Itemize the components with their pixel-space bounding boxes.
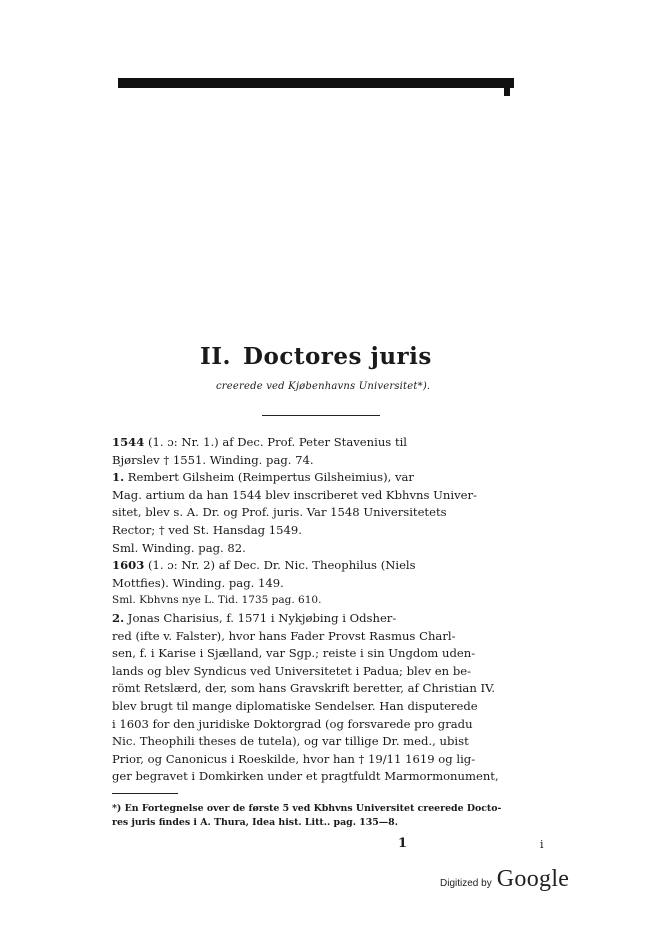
entry-marker: 2. [112, 610, 125, 625]
text-line [112, 557, 552, 575]
text-line [112, 751, 552, 769]
line-text: Jonas Charisius, f. 1571 i Nykjøbing i Odsher- [124, 610, 397, 625]
top-decorative-rule [118, 78, 514, 88]
section-title: Doctores juris [243, 343, 432, 370]
line-text: ger begravet i Domkirken under et pragtfuldt Marmormonument, [112, 769, 499, 784]
text-line [112, 469, 552, 487]
line-text: blev brugt til mange diplomatiske Sendelser. Han disputerede [112, 698, 478, 713]
text-line [112, 645, 552, 663]
line-text: Rector; † ved St. Hansdag 1549. [112, 522, 302, 537]
section-subtitle: creerede ved Kjøbenhavns Universitet*). [216, 381, 431, 392]
section-heading [200, 343, 500, 370]
text-line [112, 610, 552, 628]
footnote-line: res juris findes i A. Thura, Idea hist. Litt.. pag. 135—8. [112, 817, 398, 828]
line-text: Sml. Kbhvns nye L. Tid. 1735 pag. 610. [112, 594, 322, 607]
line-text: i 1603 for den juridiske Doktorgrad (og forsvarede pro gradu [112, 716, 473, 731]
footnote-divider [112, 793, 178, 794]
google-logo: Google [496, 866, 570, 892]
text-line [112, 540, 552, 558]
body-text [112, 434, 552, 786]
line-text: Rembert Gilsheim (Reimpertus Gilsheimius), var [124, 470, 414, 485]
signature-mark-small: i [540, 838, 544, 851]
text-line [112, 698, 552, 716]
line-text: sitet, blev s. A. Dr. og Prof. juris. Var 1548 Universitetets [112, 505, 447, 520]
text-line [112, 716, 552, 734]
entry-marker: 1603 [112, 558, 145, 573]
line-text: (1. ɔ: Nr. 2) af Dec. Dr. Nic. Theophilus (Niels [144, 558, 416, 573]
text-line [112, 628, 552, 646]
line-text: (1. ɔ: Nr. 1.) af Dec. Prof. Peter Stavenius til [144, 435, 408, 449]
section-number: II. [200, 343, 232, 370]
line-text: lands og blev Syndicus ved Universitetet i Padua; blev en be- [112, 663, 472, 678]
text-line [112, 663, 552, 681]
text-line [112, 487, 552, 505]
text-line [112, 434, 552, 452]
text-line [112, 768, 552, 786]
footnote-line: *) En Fortegnelse over de første 5 ved Kbhvns Universitet creerede Docto- [112, 803, 502, 814]
watermark-prefix: Digitized by [440, 878, 492, 889]
line-text: römt Retslærd, der, som hans Gravskrift beretter, af Christian IV. [112, 681, 496, 696]
line-text: Mag. artium da han 1544 blev inscriberet ved Kbhvns Univer- [112, 487, 477, 502]
signature-mark: 1 [398, 836, 408, 851]
line-text: sen, f. i Karise i Sjælland, var Sgp.; reiste i sin Ungdom uden- [112, 646, 476, 661]
text-line [112, 504, 552, 522]
line-text: red (ifte v. Falster), hvor hans Fader Provst Rasmus Charl- [112, 628, 456, 643]
text-line [112, 575, 552, 593]
entry-marker: 1. [112, 470, 125, 485]
entry-marker: 1544 [112, 435, 145, 449]
line-text: Bjørslev † 1551. Winding. pag. 74. [112, 452, 314, 467]
line-text: Prior, og Canonicus i Roeskilde, hvor han † 19/11 1619 og lig- [112, 751, 476, 766]
text-line [112, 680, 552, 698]
footnote [112, 802, 552, 830]
line-text: Nic. Theophili theses de tutela), og var tillige Dr. med., ubist [112, 734, 469, 749]
text-line [112, 522, 552, 540]
text-line [112, 733, 552, 751]
line-text: Mottfies). Winding. pag. 149. [112, 575, 284, 590]
digitized-by-google-watermark [440, 866, 569, 893]
line-text: Sml. Winding. pag. 82. [112, 540, 246, 555]
text-line [112, 452, 552, 470]
text-line [112, 592, 552, 610]
heading-divider [262, 415, 380, 416]
